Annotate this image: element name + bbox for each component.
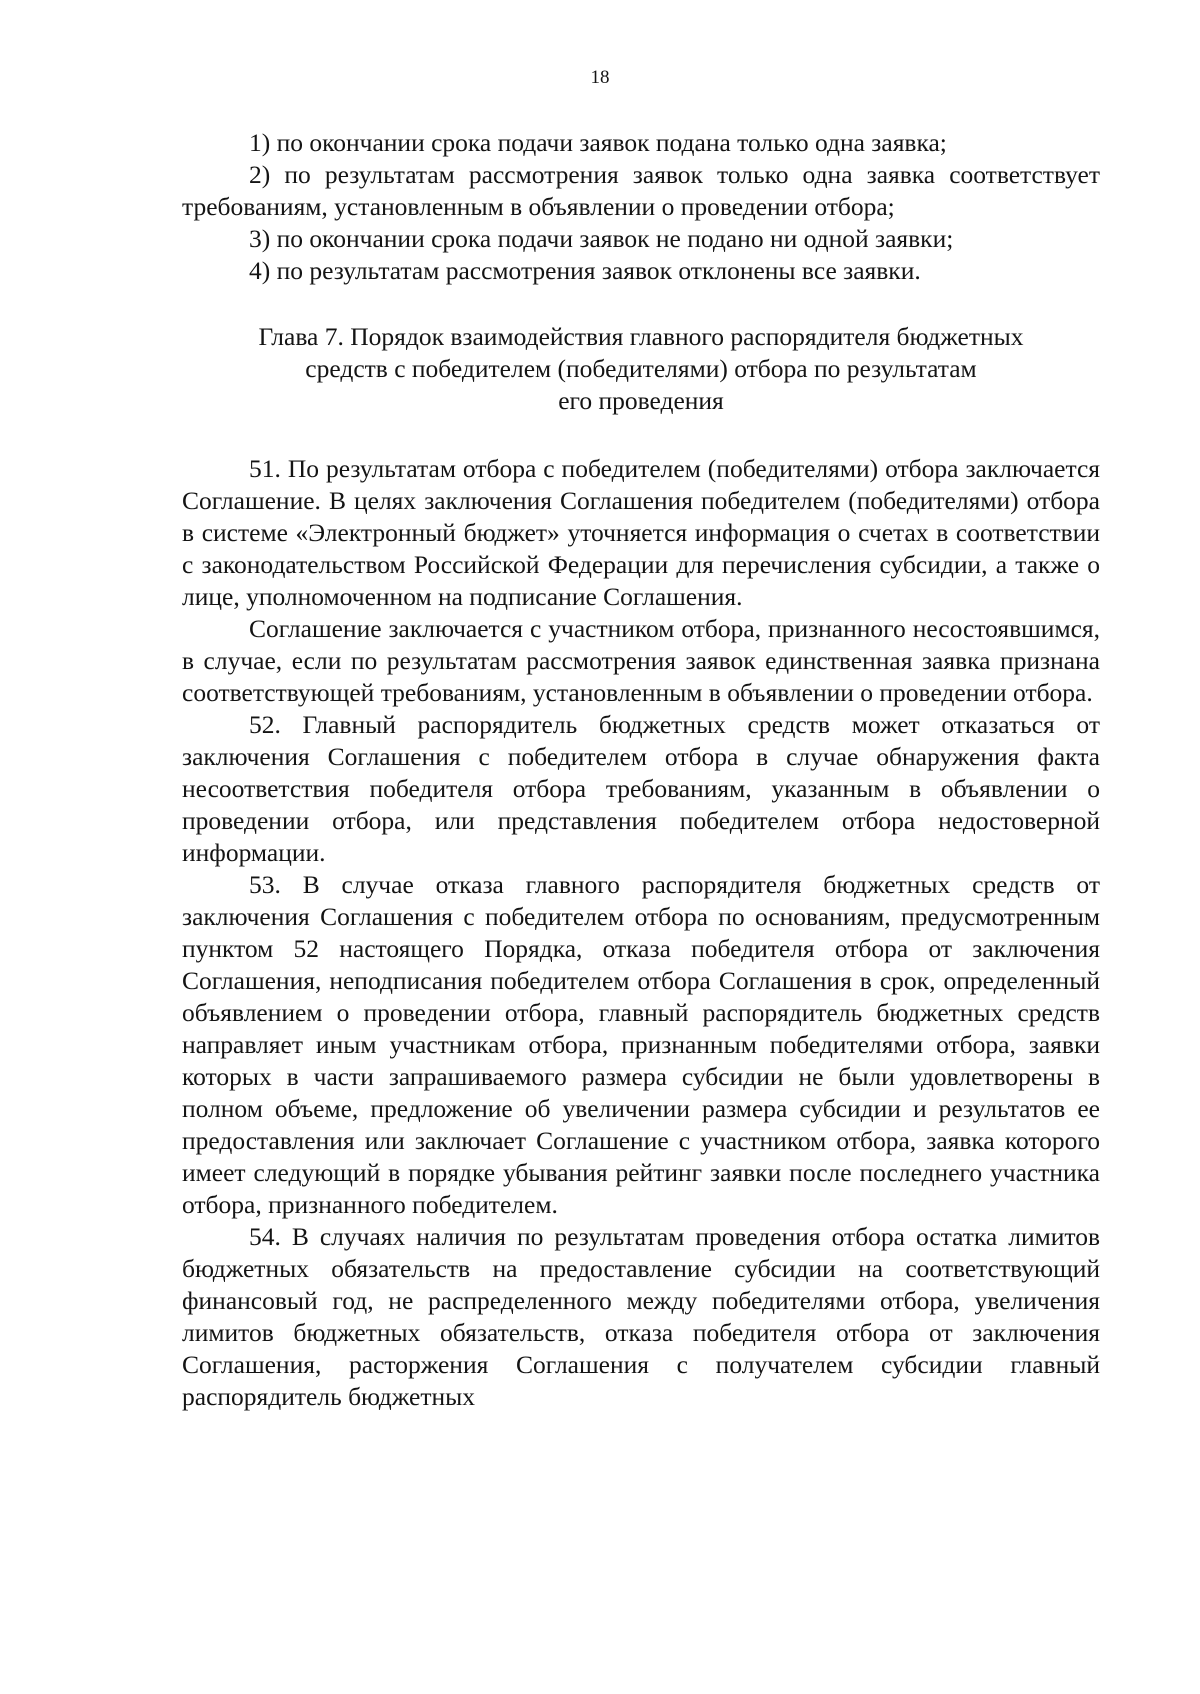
chapter-heading-line-3: его проведения [558,386,724,415]
document-body [182,127,1100,1413]
paragraph-52: 52. Главный распорядитель бюджетных средств может отказаться от заключения Соглашения с победителем отбора в случае обнаружения факта несоответствия победителя отбора требованиям, указанным в объявлении о проведении отбора, или представления победителем отбора недостоверной информации. [182,710,1100,867]
list-item-1: 1) по окончании срока подачи заявок подана только одна заявка; [249,128,947,157]
paragraph-51-agreement: Соглашение заключается с участником отбора, признанного несостоявшимся, в случае, если по результатам рассмотрения заявок единственная заявка признана соответствующей требованиям, установленным в объявлении о проведении отбора. [182,614,1100,707]
page-number: 18 [590,67,610,88]
chapter-heading-line-2: средств с победителем (победителями) отбора по результатам [305,354,977,383]
list-item-4: 4) по результатам рассмотрения заявок отклонены все заявки. [249,256,921,285]
list-item-3: 3) по окончании срока подачи заявок не подано ни одной заявки; [249,224,954,253]
paragraph-54: 54. В случаях наличия по результатам проведения отбора остатка лимитов бюджетных обязательств на предоставление субсидии на соответствующий финансовый год, не распределенного между победителями отбора, увеличения лимитов бюджетных обязательств, отказа победителя отбора от заключения Соглашения, расторжения Соглашения с получателем субсидии главный распорядитель бюджетных [182,1222,1100,1411]
paragraph-51: 51. По результатам отбора с победителем (победителями) отбора заключается Соглашение. В целях заключения Соглашения победителем (победителями) отбора в системе «Электронный бюджет» уточняется информация о счетах в соответствии с законодательством Российской Федерации для перечисления субсидии, а также о лице, уполномоченном на подписание Соглашения. [182,454,1100,611]
chapter-heading-line-1: Глава 7. Порядок взаимодействия главного распорядителя бюджетных [258,322,1024,351]
list-item-2: 2) по результатам рассмотрения заявок только одна заявка соответствует требованиям, установленным в объявлении о проведении отбора; [182,160,1100,221]
chapter-heading [182,321,1100,417]
paragraph-53: 53. В случае отказа главного распорядителя бюджетных средств от заключения Соглашения с победителем отбора по основаниям, предусмотренным пунктом 52 настоящего Порядка, отказа победителя отбора от заключения Соглашения, неподписания победителем отбора Соглашения в срок, определенный объявлением о проведении отбора, главный распорядитель бюджетных средств направляет иным участникам отбора, признанным победителями отбора, заявки которых в части запрашиваемого размера субсидии не были удовлетворены в полном объеме, предложение об увеличении размера субсидии и результатов ее предоставления или заключает Соглашение с участником отбора, заявка которого имеет следующий в порядке убывания рейтинг заявки после последнего участника отбора, признанного победителем. [182,870,1100,1219]
